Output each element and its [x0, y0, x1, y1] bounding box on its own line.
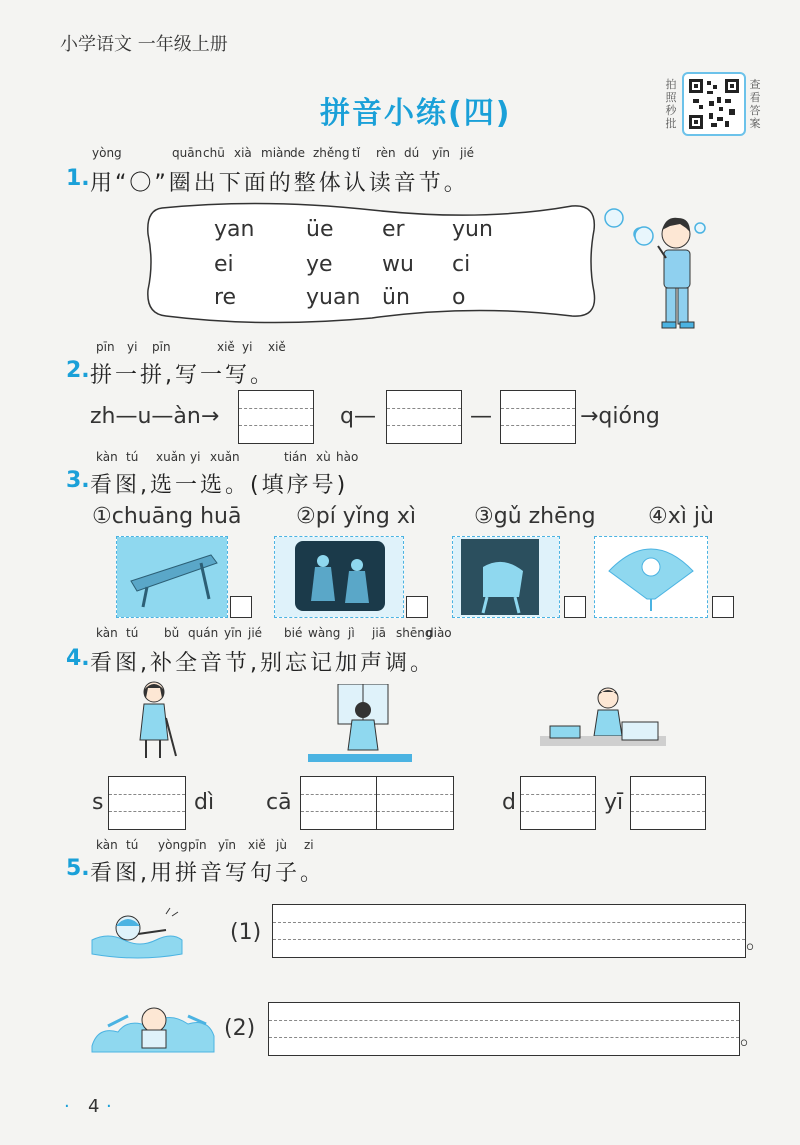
- q2-answer-box-3[interactable]: [500, 390, 576, 444]
- q2-pinyin: pīn yi pīn xiě yi xiě: [96, 340, 286, 354]
- q4-ca: cā: [266, 790, 292, 815]
- shadow-play-picture: [452, 536, 560, 618]
- q1-number: 1.: [66, 166, 90, 191]
- qr-left-caption: 拍 照 秒 批: [665, 78, 677, 130]
- q4-answer-box-3[interactable]: [376, 776, 454, 830]
- q3-instruction: 看图,选一选。(填序号): [90, 473, 349, 498]
- boy-under-tree-illustration: [88, 996, 218, 1056]
- q2-number: 2.: [66, 358, 90, 383]
- q4-yi: yī: [604, 790, 624, 815]
- syllable-ci[interactable]: ci: [452, 252, 471, 277]
- answer-box-pic-1[interactable]: [230, 596, 252, 618]
- q3-option-3: ③gǔ zhēng: [474, 504, 596, 529]
- q2-answer-box-2[interactable]: [386, 390, 462, 444]
- q4-d: d: [502, 790, 516, 815]
- q5-number: 5.: [66, 856, 90, 881]
- page-number-dot-right: ·: [106, 1096, 112, 1117]
- syllable-wu[interactable]: wu: [382, 252, 414, 277]
- girl-washing-clothes-illustration: [540, 684, 666, 756]
- boy-swimming-illustration: [88, 904, 184, 960]
- girl-sweeping-illustration: [132, 678, 182, 764]
- syllable-yan[interactable]: yan: [214, 217, 255, 242]
- guzheng-picture: [116, 536, 228, 618]
- q5-instruction: 看图,用拼音写句子。: [90, 861, 325, 886]
- syllable-o[interactable]: o: [452, 285, 466, 310]
- q5-sentence-line-2[interactable]: [268, 1002, 740, 1056]
- page-title: 拼音小练(四): [320, 96, 512, 131]
- q4-pinyin: kàn tú bǔ quán yīn jié bié wàng jì jiā shēng diào: [96, 626, 452, 640]
- q4-answer-box-1[interactable]: [108, 776, 186, 830]
- q2-dash: —: [470, 404, 492, 429]
- q4-number: 4.: [66, 646, 90, 671]
- q1-instruction: 用“〇”圈出下面的整体认读音节。: [90, 171, 469, 196]
- answer-box-pic-3[interactable]: [564, 596, 586, 618]
- answer-box-pic-2[interactable]: [406, 596, 428, 618]
- q4-answer-box-4[interactable]: [520, 776, 596, 830]
- q2-instruction: 拼一拼,写一写。: [90, 363, 275, 388]
- book-header: 小学语文 一年级上册: [60, 34, 228, 55]
- q4-s: s: [92, 790, 104, 815]
- syllable-cloud: [142, 200, 600, 325]
- q1-pinyin: yòng quān chū xià miàn de zhěng tǐ rèn dú yīn jié: [92, 146, 475, 160]
- q5-end-mark-1: 。: [746, 929, 769, 954]
- syllable-ye[interactable]: ye: [306, 252, 333, 277]
- q3-number: 3.: [66, 468, 90, 493]
- answer-box-pic-4[interactable]: [712, 596, 734, 618]
- q2-mid-syllable: q—: [340, 404, 376, 429]
- syllable-ue[interactable]: üe: [306, 217, 334, 242]
- syllable-un[interactable]: ün: [382, 285, 410, 310]
- qr-code[interactable]: [682, 72, 746, 136]
- peking-opera-picture: [274, 536, 404, 618]
- q2-right-syllable: →qióng: [580, 404, 660, 429]
- q4-di: dì: [194, 790, 215, 815]
- q5-label-2: (2): [224, 1016, 256, 1041]
- q5-pinyin: kàn tú yòng pīn yīn xiě jù zi: [96, 838, 314, 852]
- window-paper-cut-picture: [594, 536, 708, 618]
- qr-right-caption: 查 看 答 案: [749, 78, 761, 130]
- page-number-dot-left: ·: [64, 1096, 70, 1117]
- page-number: 4: [88, 1096, 100, 1117]
- q3-option-2: ②pí yǐng xì: [296, 504, 416, 529]
- q5-end-mark-2: 。: [740, 1025, 763, 1050]
- q5-sentence-line-1[interactable]: [272, 904, 746, 958]
- q4-answer-box-2[interactable]: [300, 776, 378, 830]
- q3-option-4: ④xì jù: [648, 504, 714, 529]
- q4-answer-box-5[interactable]: [630, 776, 706, 830]
- q3-option-1: ①chuāng huā: [92, 504, 242, 529]
- boy-blowing-bubbles-illustration: [600, 200, 720, 335]
- q5-label-1: (1): [230, 920, 262, 945]
- q2-answer-box-1[interactable]: [238, 390, 314, 444]
- syllable-re[interactable]: re: [214, 285, 237, 310]
- syllable-yun[interactable]: yun: [452, 217, 493, 242]
- syllable-er[interactable]: er: [382, 217, 405, 242]
- girl-cleaning-window-illustration: [308, 684, 412, 766]
- syllable-ei[interactable]: ei: [214, 252, 234, 277]
- syllable-yuan[interactable]: yuan: [306, 285, 361, 310]
- q4-instruction: 看图,补全音节,别忘记加声调。: [90, 651, 435, 676]
- q2-left-syllable: zh—u—àn→: [90, 404, 220, 429]
- q3-pinyin: kàn tú xuǎn yi xuǎn tián xù hào: [96, 450, 359, 464]
